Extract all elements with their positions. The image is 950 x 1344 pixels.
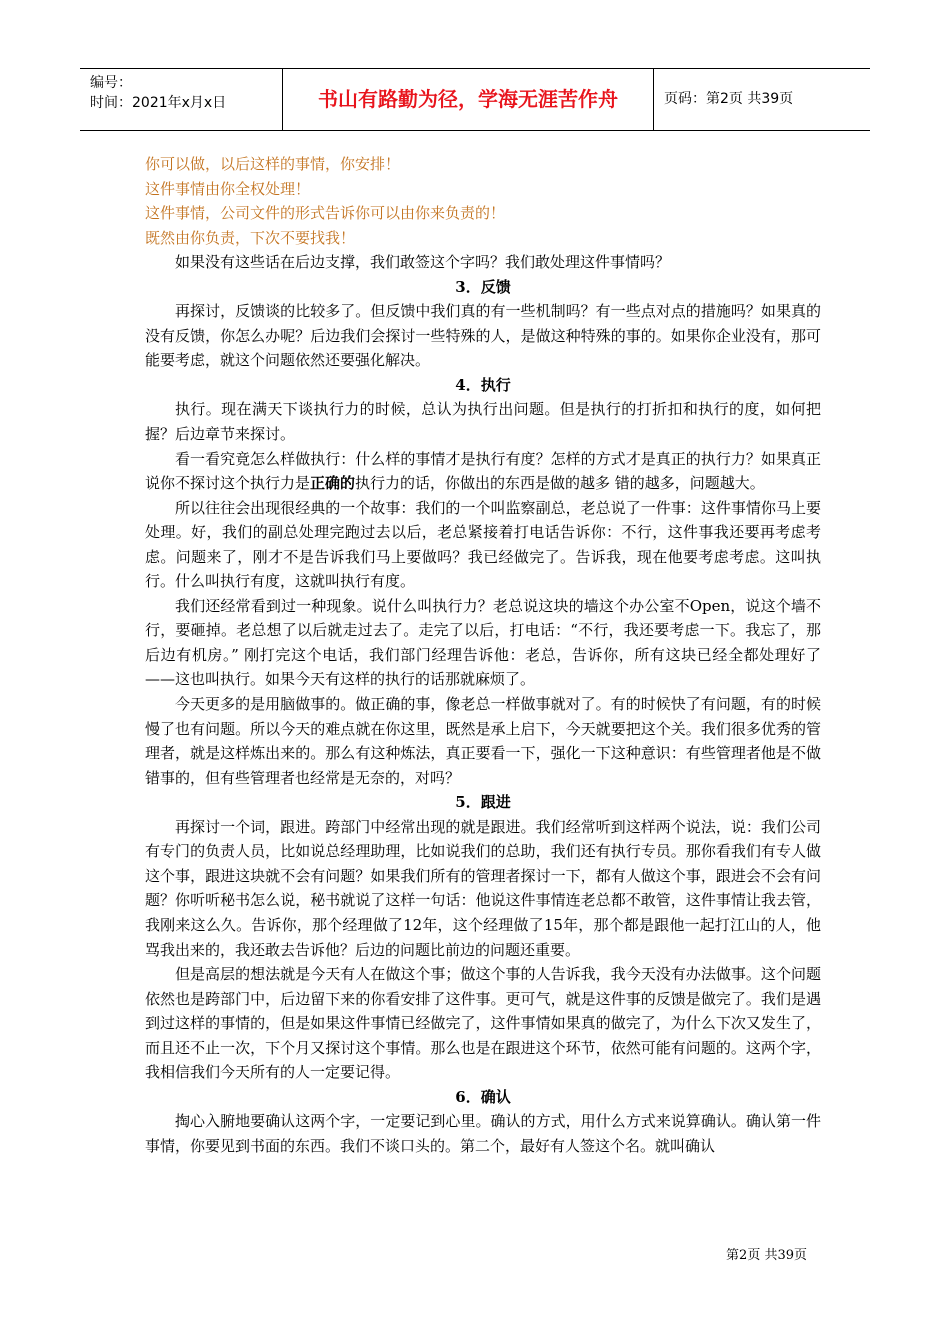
page-footer: 第2页 共39页 (726, 1248, 807, 1263)
paragraph: 再探讨，反馈谈的比较多了。但反馈中我们真的有一些机制吗？有一些点对点的措施吗？如果真的没有反馈，你怎么办呢？后边我们会探讨一些特殊的人，是做这种特殊的事的。如果你企业没有，那可能要考虑，就这个问题依然还要强化解决。 (145, 302, 821, 370)
header-page-info: 页码：第2页 共39页 (664, 91, 794, 107)
paragraph: 如果没有这些话在后边支撑，我们敢签这个字吗？我们敢处理这件事情吗？ (175, 253, 671, 272)
paragraph: 执行。现在满天下谈执行力的时候，总认为执行出问题。但是执行的打折扣和执行的度，如何把握？后边章节来探讨。 (145, 400, 821, 444)
highlight-line: 你可以做，以后这样的事情，你安排！ (145, 155, 401, 173)
paragraph-text: 看一看究竟怎么样做执行：什么样的事情才是执行有度？怎样的方式才是真正的执行力？如果真正说你不探讨这个执行力是 (145, 449, 821, 493)
paragraph: 但是高层的想法就是今天有人在做这个事；做这个事的人告诉我，我今天没有办法做事。这个问题依然也是跨部门中，后边留下来的你看安排了这件事。更可气，就是这件事的反馈是做完了。我们是遇到过这样的事情的，但是如果这件事情已经做完了，这件事情如果真的做完了，为什么下次又发生了，而且还不止一次，下个月又探讨这个事情。那么也是在跟进这个环节，依然可能有问题的。这两个字，我相信我们今天所有的人一定要记得。 (145, 965, 821, 1082)
paragraph: 掏心入腑地要确认这两个字，一定要记到心里。确认的方式，用什么方式来说算确认。确认第一件事情，你要见到书面的东西。我们不谈口头的。第二个，最好有人签这个名。就叫确认 (145, 1112, 821, 1155)
section-heading-confirmation: 6．确认 (455, 1087, 511, 1106)
paragraph-text: 执行力的话，你做出的东西是做的越多 错的越多，问题越大。 (355, 474, 765, 493)
paragraph: 所以往往会出现很经典的一个故事：我们的一个叫监察副总，老总说了一件事：这件事情你马上要处理。好，我们的副总处理完跑过去以后，老总紧接着打电话告诉你：不行，这件事我还要再考虑考虑。问题来了，刚才不是告诉我们马上要做吗？我已经做完了。告诉我，现在他要考虑考虑。这叫执行。什么叫执行有度，这就叫执行有度。 (145, 498, 821, 591)
document-number-label: 编号： (90, 75, 132, 91)
header-motto: 书山有路勤为径，学海无涯苦作舟 (282, 69, 654, 130)
section-heading-feedback: 3．反馈 (455, 277, 511, 296)
document-body (145, 152, 821, 1158)
document-time-label: 时间：2021年x月x日 (90, 95, 227, 111)
highlight-line: 这件事情由你全权处理！ (145, 179, 311, 198)
highlight-line: 这件事情，公司文件的形式告诉你可以由你来负责的！ (145, 204, 506, 223)
section-heading-follow-up: 5．跟进 (455, 793, 511, 812)
paragraph (145, 447, 821, 496)
header-meta-cell (80, 69, 282, 130)
paragraph: 再探讨一个词，跟进。跨部门中经常出现的就是跟进。我们经常听到这样两个说法，说：我们公司有专门的负责人员，比如说总经理助理，比如说我们的总助，我们还有执行专员。那你看我们有专人做这个事，跟进这块就不会有问题？如果我们所有的管理者探讨一下，都有人做这个事，跟进会不会有问题？你听听秘书怎么说，秘书就说了这样一句话：他说这件事情连老总都不敢管，这件事情让我去管，我刚来这么久。告诉你，那个经理做了12年，这个经理做了15年，那个都是跟他一起打江山的人，他骂我出来的，我还敢去告诉他？后边的问题比前边的问题还重要。 (145, 817, 821, 959)
paragraph: 我们还经常看到过一种现象。说什么叫执行力？老总说这块的墙这个办公室不Open，说这个墙不行，要砸掉。老总想了以后就走过去了。走完了以后，打电话：“不行，我还要考虑一下。我忘了，那后边有机房。” 刚打完这个电话，我们部门经理告诉他：老总，告诉你，所有这块已经全都处理好了——这也叫执行。如果今天有这样的执行的话那就麻烦了。 (145, 596, 821, 689)
bold-emphasis: 正确的 (310, 474, 356, 493)
paragraph: 今天更多的是用脑做事的。做正确的事，像老总一样做事就对了。有的时候快了有问题，有的时候慢了也有问题。所以今天的难点就在你这里，既然是承上启下，今天就要把这个关。我们很多优秀的管理者，就是这样炼出来的。那么有这种炼法，真正要看一下，强化一下这种意识：有些管理者他是不做错事的，但有些管理者也经常是无奈的，对吗？ (145, 695, 821, 787)
highlight-line: 既然由你负责，下次不要找我！ (145, 228, 356, 247)
section-heading-execution: 4．执行 (455, 375, 511, 394)
page-header (80, 68, 870, 131)
